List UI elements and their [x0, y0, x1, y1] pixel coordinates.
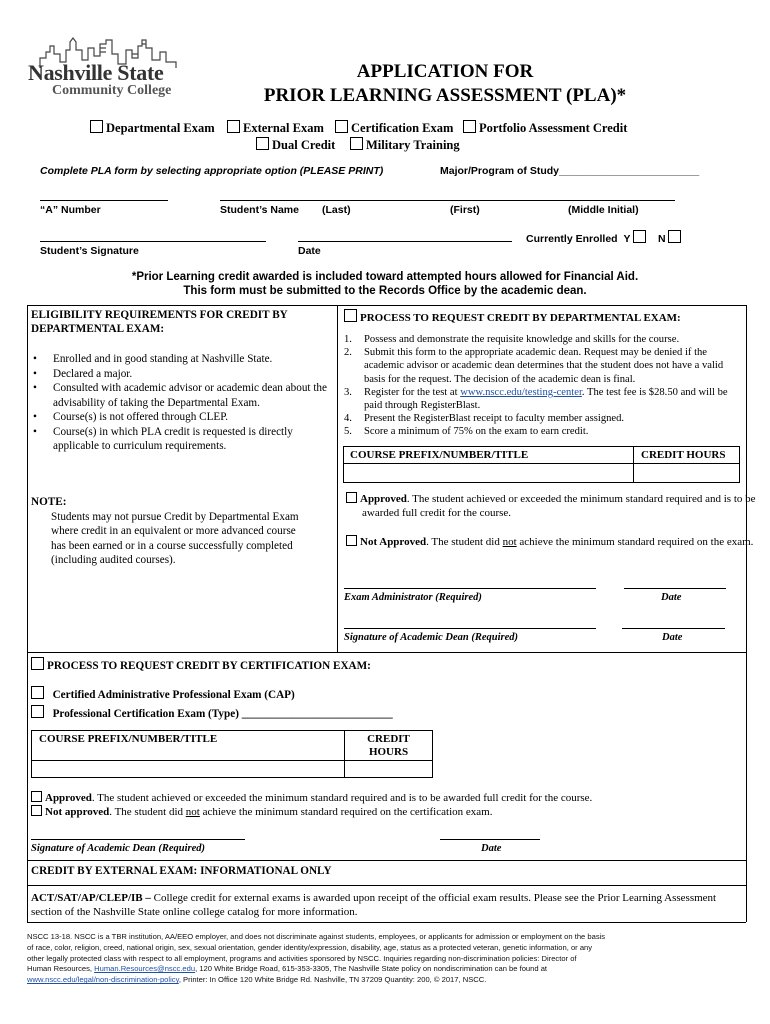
external-text: ACT/SAT/AP/CLEP/IB – College credit for external exams is awarded upon receipt of the official exam results. Please see the Prior Learning Assessment section of the Nashville State online college catalog for more information.	[31, 892, 717, 918]
military-checkbox[interactable]	[350, 137, 363, 150]
dept-dean-label: Signature of Academic Dean (Required)	[344, 632, 519, 643]
enrolled-text: Currently Enrolled	[526, 233, 618, 245]
hr-email-link[interactable]: Human.Resources@nscc.edu	[94, 964, 196, 974]
eligibility-title: ELIGIBILITY REQUIREMENTS FOR CREDIT BY DEPARTMENTAL EXAM:	[31, 309, 288, 335]
eligibility-item: • Course(s) is not offered through CLEP.	[31, 410, 333, 425]
note-text: Students may not pursue Credit by Departmental Exam where credit in an equivalent or more advanced course has been earned or in a course successfully completed (including audited courses).	[51, 511, 299, 567]
a-number-line[interactable]	[40, 200, 168, 201]
logo-name: Nashville State	[28, 60, 164, 85]
dept-hours-cell[interactable]	[633, 463, 740, 483]
notice-line-2: This form must be submitted to the Records Office by the academic dean.	[183, 285, 587, 297]
logo	[28, 36, 198, 100]
last-label: (Last)	[322, 204, 351, 216]
a-number-label: “A” Number	[40, 204, 101, 216]
cert-dean-line[interactable]	[31, 839, 245, 840]
policy-link[interactable]: www.nscc.edu/legal/non-discrimination-policy	[27, 975, 179, 985]
page-title	[200, 60, 690, 108]
yes-label: Y	[623, 233, 631, 245]
external-checkbox[interactable]	[227, 120, 240, 133]
portfolio-checkbox[interactable]	[463, 120, 476, 133]
military-label: Military Training	[366, 138, 460, 152]
student-name-label: Student’s Name	[220, 204, 299, 216]
date-line[interactable]	[298, 241, 512, 242]
cert-approved: Approved. The student achieved or exceeded the minimum standard required and is to be awarded full credit for the course.	[31, 791, 592, 804]
note-title: NOTE:	[31, 496, 67, 508]
footer: NSCC 13-18. NSCC is a TBR institution, AA/EEO employer, and does not discriminate against students, employees, or applicants for admission or employment on the basis of race, color, religion, creed, national origin, sex, sexual orientation, gender identity/expression, disability, age, status as a protected veteran, genetic information, or any other legally protected class with respect to all employment, programs and activities sponsored by NSCC. Inquiries regarding non-discrimination policies: Director of Human Resources, Human.Resources@nscc.edu, 120 White Bridge Road, 615-353-3305, The Nashville State policy on nondiscrimination can be found at www.nscc.edu/legal/non-discrimination-policy, Printer: In Office 120 White Bridge Rd. Nashville, TN 37209 Quantity: 200, © 2017, NSCC.	[27, 932, 606, 985]
cert-dean-date-line[interactable]	[440, 839, 540, 840]
cert-dean-date-label: Date	[481, 843, 502, 854]
middle-label: (Middle Initial)	[568, 204, 639, 216]
eligibility-item: • Course(s) in which PLA credit is requested is directly applicable to curriculum requirements.	[31, 425, 333, 454]
dept-dean-line[interactable]	[344, 628, 596, 629]
instructions: Complete PLA form by selecting appropriate option (PLEASE PRINT)	[40, 165, 384, 177]
step-item: 2. Submit this form to the appropriate academic dean. Request may be denied if the academic advisor or academic dean determines that the student does not have a valid basis for the request. The decision of the academic dean is final.	[344, 347, 724, 385]
cert-dean-label: Signature of Academic Dean (Required)	[31, 843, 206, 854]
process-dept-title: PROCESS TO REQUEST CREDIT BY DEPARTMENTAL EXAM:	[344, 309, 681, 324]
cert-title: PROCESS TO REQUEST CREDIT BY CERTIFICATION EXAM:	[31, 657, 371, 672]
exam-admin-label: Exam Administrator (Required)	[344, 592, 482, 603]
dept-approved: Approved. The student achieved or exceeded the minimum standard required and is to be awarded full credit for the course.	[346, 492, 756, 520]
exam-admin-line[interactable]	[344, 588, 596, 589]
dept-course-cell[interactable]	[343, 463, 634, 483]
note-section	[31, 496, 301, 568]
title-line-2: PRIOR LEARNING ASSESSMENT (PLA)*	[263, 85, 627, 106]
step-item: 3. Register for the test at www.nscc.edu/testing-center. The test fee is $28.50 and will be paid through RegisterBlast.	[344, 386, 728, 412]
cert-prof: Professional Certification Exam (Type) ___________________________	[31, 705, 393, 720]
enrolled-label	[526, 230, 684, 245]
step-item: 4. Present the RegisterBlast receipt to faculty member assigned.	[344, 413, 625, 425]
dual-label: Dual Credit	[272, 138, 336, 152]
logo-subtitle: Community College	[52, 83, 172, 98]
major-field[interactable]: Major/Program of Study________________________	[440, 165, 700, 177]
exam-admin-date-line[interactable]	[624, 588, 726, 589]
enrolled-yes-checkbox[interactable]	[633, 230, 646, 243]
testing-center-link[interactable]: www.nscc.edu/testing-center	[460, 386, 582, 398]
cert-checkbox[interactable]	[31, 657, 44, 670]
process-dept-steps	[344, 333, 740, 439]
title-line-1: APPLICATION FOR	[356, 61, 534, 82]
signature-label: Student’s Signature	[40, 245, 139, 257]
external-label: External Exam	[243, 121, 324, 135]
notice-line-1: *Prior Learning credit awarded is included toward attempted hours allowed for Financial Aid.	[131, 271, 639, 283]
process-dept-checkbox[interactable]	[344, 309, 357, 322]
departmental-checkbox[interactable]	[90, 120, 103, 133]
dept-course-header: COURSE PREFIX/NUMBER/TITLE	[343, 446, 634, 464]
cert-hours-header: CREDIT HOURS	[344, 730, 433, 761]
cert-not-approved-checkbox[interactable]	[31, 805, 42, 816]
step-item: 5. Score a minimum of 75% on the exam to earn credit.	[344, 426, 589, 438]
student-name-line[interactable]	[220, 200, 675, 201]
prof-cert-checkbox[interactable]	[31, 705, 44, 718]
cert-hours-cell[interactable]	[344, 760, 433, 778]
cert-course-cell[interactable]	[31, 760, 345, 778]
dept-not-approved-checkbox[interactable]	[346, 535, 357, 546]
cert-cap: Certified Administrative Professional Exam (CAP)	[31, 686, 295, 701]
dept-approved-checkbox[interactable]	[346, 492, 357, 503]
dept-not-approved: Not Approved. The student did not achieve the minimum standard required on the exam.	[346, 535, 756, 549]
eligibility-section	[31, 308, 333, 454]
cap-checkbox[interactable]	[31, 686, 44, 699]
portfolio-label: Portfolio Assessment Credit	[479, 121, 628, 135]
first-label: (First)	[450, 204, 480, 216]
no-label: N	[657, 233, 666, 245]
certification-label: Certification Exam	[351, 121, 454, 135]
notice	[0, 270, 770, 298]
signature-line[interactable]	[40, 241, 266, 242]
eligibility-item: • Declared a major.	[31, 367, 333, 382]
dept-hours-header: CREDIT HOURS	[633, 446, 740, 464]
certification-checkbox[interactable]	[335, 120, 348, 133]
dual-checkbox[interactable]	[256, 137, 269, 150]
eligibility-item: • Consulted with academic advisor or academic dean about the advisability of taking the Departmental Exam.	[31, 381, 333, 410]
eligibility-item: • Enrolled and in good standing at Nashville State.	[31, 352, 333, 367]
external-title: CREDIT BY EXTERNAL EXAM: INFORMATIONAL ONLY	[31, 865, 332, 877]
cert-course-header: COURSE PREFIX/NUMBER/TITLE	[31, 730, 345, 761]
departmental-label: Departmental Exam	[106, 121, 215, 135]
cert-not-approved: Not approved. The student did not achieve the minimum standard required on the certification exam.	[31, 805, 492, 818]
cert-approved-checkbox[interactable]	[31, 791, 42, 802]
date-label: Date	[298, 245, 321, 257]
dept-dean-date-label: Date	[662, 632, 683, 643]
dept-dean-date-line[interactable]	[622, 628, 725, 629]
enrolled-no-checkbox[interactable]	[668, 230, 681, 243]
exam-admin-date-label: Date	[661, 592, 682, 603]
step-item: 1. Possess and demonstrate the requisite knowledge and skills for the course.	[344, 334, 680, 345]
